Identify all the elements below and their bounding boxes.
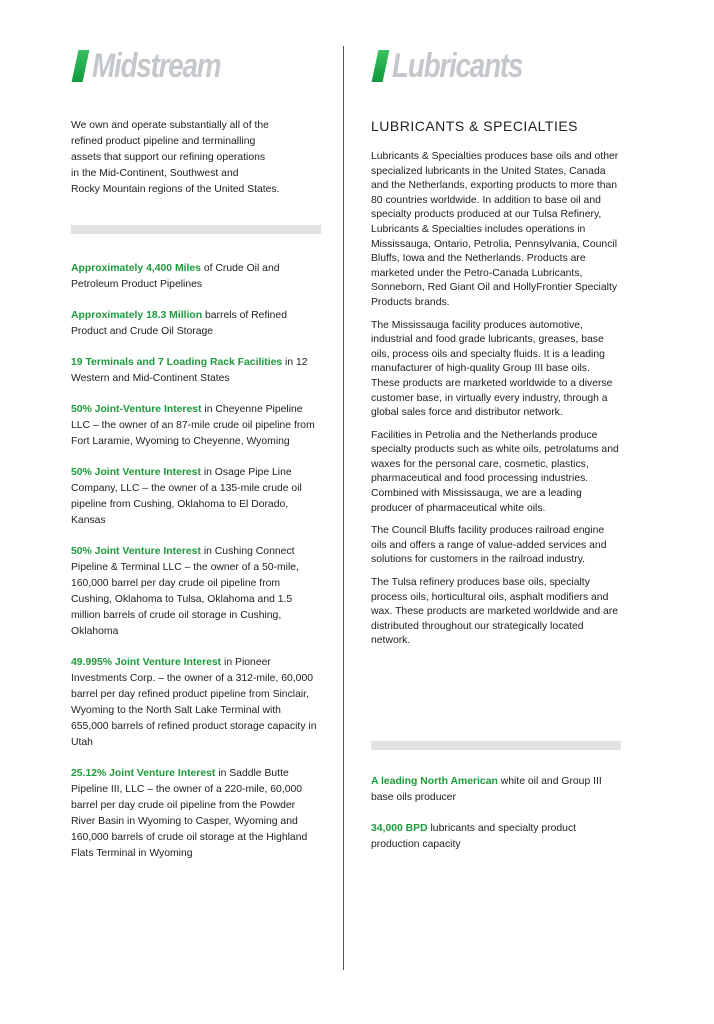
- fact-text: in 12 Western and Mid-Continent States: [71, 357, 308, 384]
- intro-line: assets that support our refining operations: [71, 152, 266, 163]
- fact-text: in Pioneer Investments Corp. – the owner of a 312-mile, 60,000 barrel per day refined product pipeline from Sinclair, Wyoming to the North Salt Lake Terminal with 655,000 barrels of refined product storage capacity in Utah: [71, 657, 317, 748]
- fact-item: [71, 261, 321, 293]
- lubricants-title: Lubricants: [392, 47, 523, 85]
- fact-highlight: 34,000 BPD: [371, 823, 428, 834]
- fact-item: [71, 544, 321, 640]
- fact-item: [71, 402, 321, 450]
- intro-line: We own and operate substantially all of the: [71, 120, 269, 131]
- green-bar-icon: [372, 50, 390, 82]
- midstream-facts: [71, 261, 321, 877]
- fact-item: [71, 655, 321, 751]
- fact-highlight: Approximately 18.3 Million: [71, 310, 203, 321]
- fact-item: [71, 766, 321, 862]
- fact-highlight: 50% Joint Venture Interest: [71, 467, 201, 478]
- green-bar-icon: [72, 50, 90, 82]
- fact-text: in Osage Pipe Line Company, LLC – the owner of a 135-mile crude oil pipeline from Cushing, Oklahoma to El Dorado, Kansas: [71, 467, 302, 526]
- fact-text: lubricants and specialty product production capacity: [371, 823, 577, 850]
- fact-highlight: Approximately 4,400 Miles: [71, 263, 201, 274]
- midstream-intro: [71, 118, 321, 198]
- intro-line: Rocky Mountain regions of the United States.: [71, 184, 280, 195]
- lubricants-facts: [371, 774, 621, 868]
- fact-item: [71, 355, 321, 387]
- fact-text: in Saddle Butte Pipeline III, LLC – the owner of a 220-mile, 60,000 barrel per day crude oil pipeline from the Powder River Basin in Wyoming to Casper, Wyoming and 160,000 barrels of crude oil storage at the Highland Flats Terminal in Wyoming: [71, 768, 308, 859]
- intro-line: in the Mid-Continent, Southwest and: [71, 168, 239, 179]
- fact-item: [71, 308, 321, 340]
- section-title: LUBRICANTS & SPECIALTIES: [371, 118, 579, 134]
- midstream-title: Midstream: [92, 47, 221, 85]
- lubricants-description: [371, 150, 621, 657]
- fact-highlight: 50% Joint-Venture Interest: [71, 404, 202, 415]
- fact-item: [71, 465, 321, 529]
- fact-highlight: 25.12% Joint Venture Interest: [71, 768, 216, 779]
- fact-highlight: 50% Joint Venture Interest: [71, 546, 201, 557]
- paragraph: Facilities in Petrolia and the Netherlands produce specialty products such as white oils, petrolatums and waxes for the personal care, cosmetic, plastics, pharmaceutical and food processing industries. Combined with Mississauga, we are a leading producer of pharmaceutical white oils.: [371, 429, 619, 514]
- fact-text: white oil and Group III base oils producer: [371, 776, 602, 803]
- paragraph: The Tulsa refinery produces base oils, specialty process oils, horticultural oils, asphalt modifiers and wax. These products are marketed worldwide and are distributed throughout our strategically located network.: [371, 577, 619, 647]
- fact-text: in Cheyenne Pipeline LLC – the owner of an 87-mile crude oil pipeline from Fort Laramie, Wyoming to Cheyenne, Wyoming: [71, 404, 315, 447]
- paragraph: The Mississauga facility produces automotive, industrial and food grade lubricants, greases, base oils, process oils and specialty fluids. It is a leading manufacturer of high-quality Group III base oils. These products are marketed worldwide to a diverse customer base, in virtually every industry, through a global sales force and distributor network.: [371, 319, 613, 419]
- paragraph: Lubricants & Specialties produces base oils and other specialized lubricants in the United States, Canada and the Netherlands, exporting products to more than 80 countries worldwide. In addition to base oil and specialty products produced at our Tulsa Refinery, Lubricants & Specialties includes operations in Mississauga, Ontario, Petrolia, Pennsylvania, Council Bluffs, Iowa and the Netherlands. Products are marketed under the Petro-Canada Lubricants, Sonneborn, Red Giant Oil and HollyFrontier Specialty Products brands.: [371, 151, 619, 308]
- fact-text: of Crude Oil and Petroleum Product Pipelines: [71, 263, 280, 290]
- section-separator: [71, 225, 321, 234]
- fact-item: [371, 774, 621, 806]
- intro-line: refined product pipeline and terminalling: [71, 136, 256, 147]
- fact-highlight: A leading North American: [371, 776, 498, 787]
- column-divider: [343, 46, 344, 970]
- fact-text: barrels of Refined Product and Crude Oil Storage: [71, 310, 287, 337]
- fact-highlight: 49.995% Joint Venture Interest: [71, 657, 222, 668]
- midstream-heading: [75, 48, 249, 84]
- fact-item: [371, 821, 621, 853]
- fact-text: in Cushing Connect Pipeline & Terminal LLC – the owner of a 50-mile, 160,000 barrel per day crude oil pipeline from Cushing, Oklahoma to Tulsa, Oklahoma and 1.5 million barrels of crude oil storage in Cushing, Oklahoma: [71, 546, 299, 637]
- fact-highlight: 19 Terminals and 7 Loading Rack Facilities: [71, 357, 283, 368]
- paragraph: The Council Bluffs facility produces railroad engine oils and offers a range of value-added services and solutions for customers in the railroad industry.: [371, 525, 607, 566]
- section-separator: [371, 741, 621, 750]
- lubricants-heading: [375, 48, 551, 84]
